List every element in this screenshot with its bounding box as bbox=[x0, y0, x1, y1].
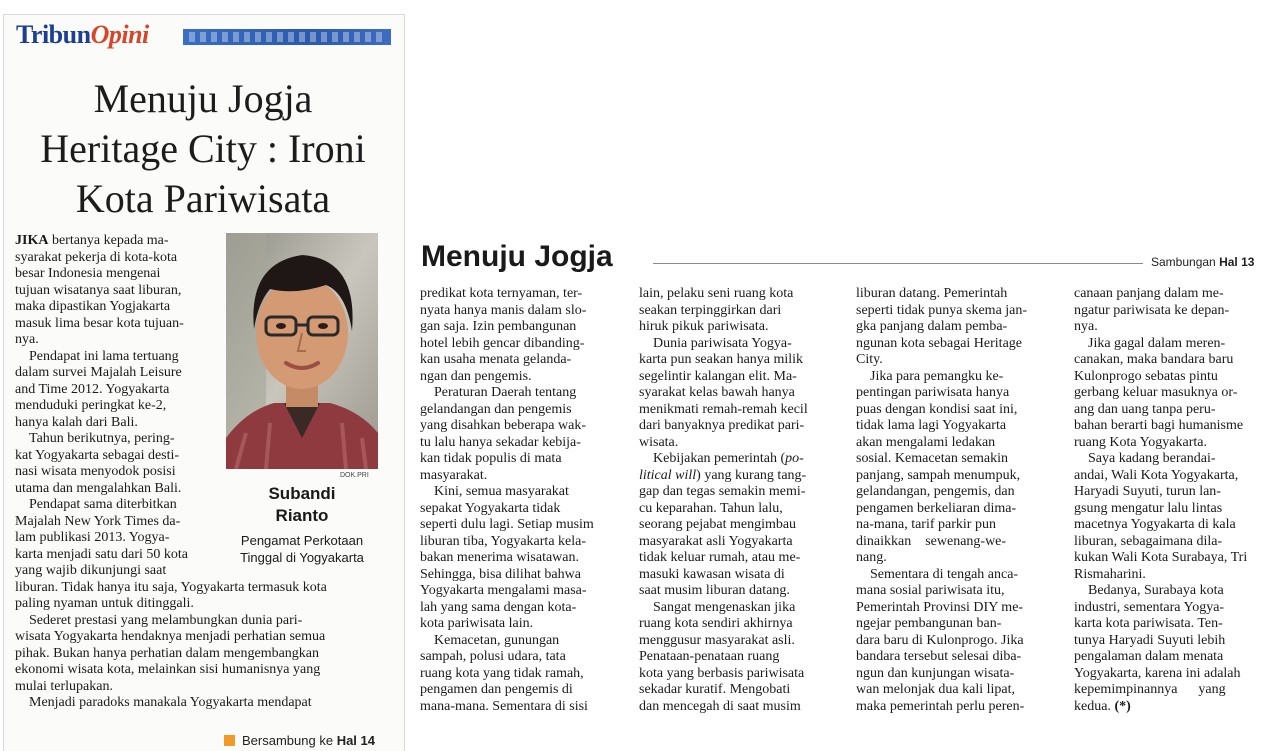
column-line: ngatur pariwisata ke depan- bbox=[1074, 302, 1230, 318]
body-line: masuk lima besar kota tujuan- bbox=[15, 315, 184, 331]
body-line: dalam survei Majalah Leisure bbox=[15, 365, 182, 380]
column-line: masuki kawasan wisata di bbox=[639, 566, 785, 582]
author-name-line: Subandi bbox=[268, 484, 336, 503]
column-line: kan usaha menata gelanda- bbox=[420, 352, 572, 367]
author-name-line: Rianto bbox=[275, 506, 329, 525]
column-line: dinaikkan sewenang-we- bbox=[856, 533, 1007, 549]
column-line: masyarakat asli Yogyakarta bbox=[639, 533, 793, 549]
column-line: pentingan pariwisata hanya bbox=[856, 385, 1010, 400]
body-line: karta menjadi satu dari 50 kota bbox=[15, 546, 188, 562]
body-line: tujuan wisatanya saat liburan, bbox=[15, 282, 182, 298]
column-line: andai, Wali Kota Yogyakarta, bbox=[1074, 467, 1239, 483]
column-line: ang dan uang tanpa peru- bbox=[1074, 401, 1216, 417]
tribun-opini-logo: TribunOpini bbox=[16, 20, 149, 49]
column-line: Sehingga, bisa dilihat bahwa bbox=[420, 566, 581, 582]
column-line: karta kota pariwisata. Ten- bbox=[1074, 616, 1223, 631]
headline-line: Kota Pariwisata bbox=[75, 176, 331, 221]
body-line: Menjadi paradoks manakala Yogyakarta mendapat bbox=[15, 695, 312, 710]
column-line: gelandangan dan pengemis bbox=[420, 401, 572, 417]
column-line: kota yang berbasis pariwisata bbox=[639, 665, 805, 681]
column-line: gelandangan, pengemis, dan bbox=[856, 484, 1015, 499]
author-photo bbox=[226, 233, 378, 469]
body-line: wisata Yogyakarta hendaknya menjadi perhatian semua bbox=[15, 629, 326, 644]
column-line: mana-mana. Sementara di sisi bbox=[420, 698, 588, 714]
column-line: sekadar kuratif. Mengobati bbox=[639, 682, 791, 697]
column-line: akan mengalami ledakan bbox=[856, 434, 996, 450]
column-line: seperti tidak punya skema jan- bbox=[856, 302, 1028, 318]
column-line: Penataan-penataan ruang bbox=[639, 649, 780, 664]
column-line: Jika gagal dalam meren- bbox=[1074, 335, 1226, 351]
column-line: ruang kota yang tidak ramah, bbox=[420, 665, 584, 681]
column-line: dari banyaknya predikat pari- bbox=[639, 418, 805, 433]
column-line: saat musim liburan datang. bbox=[639, 583, 790, 598]
jump-column-1 bbox=[420, 286, 615, 715]
body-line: Sederet prestasi yang melambungkan dunia pari- bbox=[15, 612, 303, 628]
tribun-opini-masthead bbox=[16, 20, 391, 54]
column-line: pengamen dan pengemis di bbox=[420, 682, 573, 697]
jump-column-2 bbox=[639, 286, 834, 715]
column-line: Kebijakan pemerintah (po- bbox=[639, 451, 804, 466]
body-line: menduduki peringkat ke-2, bbox=[15, 398, 167, 413]
author-role-line: Pengamat Perkotaan bbox=[240, 533, 364, 548]
column-line: ngejar pembangunan ban- bbox=[856, 616, 1002, 631]
column-line: mana sosial pariwisata itu, bbox=[856, 583, 1005, 598]
body-line: kat Yogyakarta sebagai desti- bbox=[15, 447, 180, 463]
headline-line: Heritage City : Ironi bbox=[40, 126, 366, 171]
body-line: ekonomi wisata kota, melainkan sisi humanisnya yang bbox=[15, 662, 321, 677]
column-line: canakan, maka bandara baru bbox=[1074, 352, 1234, 367]
column-line: panjang, sampah menumpuk, bbox=[856, 467, 1021, 483]
column-line: wisata. bbox=[639, 434, 679, 450]
continued-label: Bersambung ke bbox=[242, 733, 334, 748]
article-headline bbox=[14, 74, 392, 224]
column-line: liburan datang. Pemerintah bbox=[856, 286, 1008, 301]
column-line: Yogyakarta, karena ini adalah bbox=[1074, 665, 1241, 681]
body-line: utama dan mengalahkan Bali. bbox=[15, 480, 182, 496]
body-line: Pendapat sama diterbitkan bbox=[15, 497, 177, 512]
column-line: ngan dan pengemis. bbox=[420, 368, 532, 384]
column-line: sampah, polusi udara, tata bbox=[420, 649, 566, 664]
column-line: na-mana, tarif parkir pun bbox=[856, 517, 996, 532]
column-line: predikat kota ternyaman, ter- bbox=[420, 286, 583, 301]
body-line: maka dipastikan Yogjakarta bbox=[15, 299, 171, 314]
body-line: and Time 2012. Yogyakarta bbox=[15, 381, 170, 397]
column-line: Sangat mengenaskan jika bbox=[639, 599, 796, 615]
column-line: dara baru di Kulonprogo. Jika bbox=[856, 632, 1024, 648]
column-line: hiruk pikuk pariwisata. bbox=[639, 319, 769, 334]
column-line: gka panjang dalam pemba- bbox=[856, 319, 1008, 334]
body-line: Tahun berikutnya, pering- bbox=[15, 431, 175, 446]
jump-divider bbox=[653, 263, 1143, 264]
column-line: ngun dan kunjungan wisata- bbox=[856, 665, 1015, 681]
column-line: tidak lama lagi Yogyakarta bbox=[856, 418, 1007, 433]
column-line: ngunan kota sebagai Heritage bbox=[856, 335, 1022, 351]
column-line: lain, pelaku seni ruang kota bbox=[639, 286, 794, 301]
body-line: hanya kalah dari Bali. bbox=[15, 414, 138, 430]
column-line: Saya kadang berandai- bbox=[1074, 451, 1216, 466]
column-line: industri, sementara Yogya- bbox=[1074, 599, 1225, 615]
jump-column-4 bbox=[1074, 286, 1269, 715]
body-line: JIKA bertanya kepada ma- bbox=[15, 233, 169, 248]
column-line: Jika para pemangku ke- bbox=[856, 368, 1004, 384]
column-line: lah yang sama dengan kota- bbox=[420, 599, 577, 615]
column-line: Bedanya, Surabaya kota bbox=[1074, 583, 1224, 598]
column-line: Rismaharini. bbox=[1074, 566, 1146, 582]
column-line: Yogyakarta mengalami masa- bbox=[420, 583, 587, 598]
column-line: Haryadi Suyuti, turun lan- bbox=[1074, 484, 1221, 499]
column-line: gsung mengatur lalu lintas bbox=[1074, 500, 1223, 516]
column-line: kepemimpinannya yang bbox=[1074, 682, 1226, 697]
jump-ref-page: Hal 13 bbox=[1219, 255, 1255, 269]
column-line: liburan, sebagaimana dila- bbox=[1074, 533, 1223, 549]
body-line: yang wajib dikunjungi saat bbox=[15, 563, 167, 578]
column-line: ruang Kota Yogyakarta. bbox=[1074, 434, 1207, 450]
body-line: lam publikasi 2013. Yogya- bbox=[15, 530, 170, 545]
author-name bbox=[226, 483, 378, 527]
column-line: Sementara di tengah anca- bbox=[856, 566, 1019, 582]
continued-square-icon bbox=[224, 735, 235, 746]
column-line: yang disahkan beberapa wak- bbox=[420, 418, 586, 433]
column-line: seorang pejabat mengimbau bbox=[639, 517, 797, 532]
column-line: Peraturan Daerah tentang bbox=[420, 385, 577, 400]
column-line: City. bbox=[856, 352, 883, 367]
column-line: bandara tersebut selesai diba- bbox=[856, 649, 1022, 664]
column-line: dan mencegah di saat musim bbox=[639, 698, 801, 714]
column-line: tu lalu hanya sekadar kebija- bbox=[420, 434, 581, 450]
body-line: liburan. Tidak hanya itu saja, Yogyakarta termasuk kota bbox=[15, 579, 327, 595]
column-line: sosial. Kemacetan semakin bbox=[856, 451, 1009, 466]
masthead-decorative-bar bbox=[183, 29, 391, 45]
column-line: syarakat kelas bawah hanya bbox=[639, 385, 795, 400]
column-line: masyarakat. bbox=[420, 467, 488, 483]
column-line: nang. bbox=[856, 550, 887, 565]
author-role-line: Tinggal di Yogyakarta bbox=[240, 550, 364, 565]
headline-line: Menuju Jogja bbox=[93, 76, 313, 121]
body-line: Majalah New York Times da- bbox=[15, 513, 181, 529]
column-line: pengalaman dalam menata bbox=[1074, 649, 1224, 664]
column-line: Pemerintah Provinsi DIY me- bbox=[856, 599, 1024, 615]
column-line: Kini, semua masyarakat bbox=[420, 484, 569, 499]
photo-credit: DOK.PRI bbox=[340, 472, 369, 479]
jump-ref-label: Sambungan bbox=[1151, 255, 1216, 269]
column-line: kan tidak populis di mata bbox=[420, 451, 562, 466]
column-line: sepakat Yogyakarta tidak bbox=[420, 500, 561, 516]
column-line: hotel lebih gencar dibanding- bbox=[420, 335, 585, 351]
body-line: pihak. Bukan hanya perhatian dalam mengembangkan bbox=[15, 645, 320, 661]
column-line: Kulonprogo sebatas pintu bbox=[1074, 368, 1218, 384]
body-line: Pendapat ini lama tertuang bbox=[15, 348, 179, 364]
column-line: seakan terpinggirkan dari bbox=[639, 302, 782, 318]
column-line: kota pariwisata lain. bbox=[420, 616, 534, 631]
column-line: litical will) yang kurang tang- bbox=[639, 467, 807, 483]
column-line: nya. bbox=[1074, 319, 1098, 334]
column-line: pengamen berkeliaran dima- bbox=[856, 500, 1017, 516]
column-line: karta pun seakan hanya milik bbox=[639, 352, 804, 367]
column-line: bahan berarti bagi humanisme bbox=[1074, 418, 1244, 433]
column-line: gerbang keluar masuknya or- bbox=[1074, 385, 1238, 400]
jump-column-3 bbox=[856, 286, 1051, 715]
body-line: mulai terlupakan. bbox=[15, 678, 113, 694]
column-line: bakan menerima wisatawan. bbox=[420, 550, 579, 565]
body-line: syarakat pekerja di kota-kota bbox=[15, 249, 178, 265]
column-line: wan melonjak dua kali lipat, bbox=[856, 682, 1016, 697]
column-line: puas dengan kondisi saat ini, bbox=[856, 401, 1018, 417]
continued-note bbox=[224, 733, 375, 748]
column-line: Kemacetan, gunungan bbox=[420, 632, 560, 648]
jump-reference bbox=[1151, 255, 1254, 269]
body-line: nasi wisata menyodok posisi bbox=[15, 464, 176, 479]
column-line: segelintir kalangan elit. Ma- bbox=[639, 368, 797, 384]
column-line: gap dan tegas semakin memi- bbox=[639, 484, 806, 499]
column-line: liburan tiba, Yogyakarta kela- bbox=[420, 533, 587, 549]
column-line: tunya Haryadi Suyuti lebih bbox=[1074, 632, 1226, 648]
column-line: kedua. (*) bbox=[1074, 698, 1131, 714]
continued-page: Hal 14 bbox=[336, 733, 375, 748]
column-line: cu keparahan. Tahun lalu, bbox=[639, 500, 783, 516]
body-line: besar Indonesia mengenai bbox=[15, 266, 161, 281]
body-line: nya. bbox=[15, 332, 39, 347]
body-line: paling nyaman untuk ditinggali. bbox=[15, 596, 194, 611]
column-line: Dunia pariwisata Yogya- bbox=[639, 335, 792, 351]
column-line: canaan panjang dalam me- bbox=[1074, 286, 1224, 301]
column-line: gan saja. Izin pembangunan bbox=[420, 319, 577, 334]
column-line: ruang kota sendiri akhirnya bbox=[639, 616, 793, 631]
author-role bbox=[226, 532, 378, 566]
column-line: maka pemerintah perlu peren- bbox=[856, 698, 1025, 714]
column-line: menikmati remah-remah kecil bbox=[639, 401, 808, 417]
column-line: macetnya Yogyakarta di kala bbox=[1074, 517, 1236, 532]
column-line: seperti dulu lagi. Setiap musim bbox=[420, 517, 594, 532]
jump-title: Menuju Jogja bbox=[421, 240, 613, 273]
column-line: menggusur masyarakat asli. bbox=[639, 632, 795, 648]
column-line: nyata hanya manis dalam slo- bbox=[420, 302, 587, 318]
column-line: kukan Wali Kota Surabaya, Tri bbox=[1074, 550, 1248, 565]
column-line: tidak keluar rumah, atau me- bbox=[639, 550, 801, 565]
